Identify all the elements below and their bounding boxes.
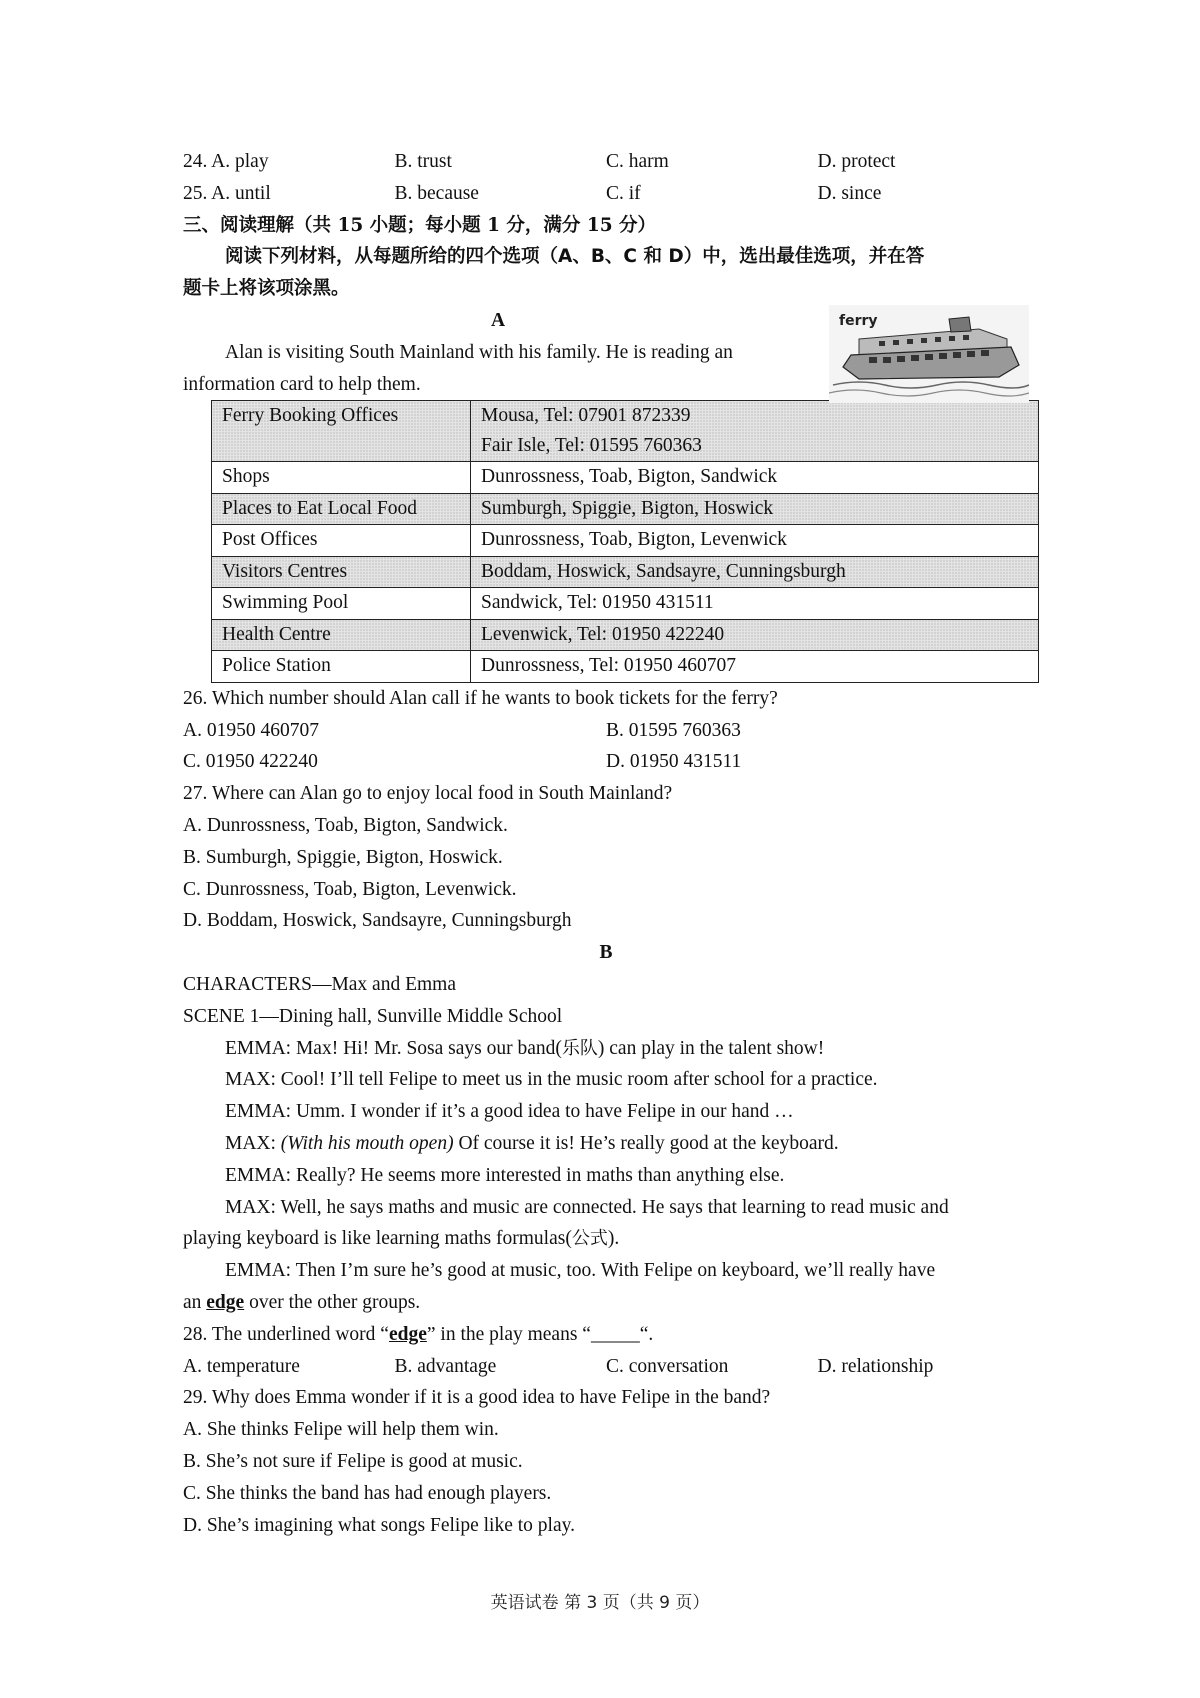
table-row xyxy=(212,493,1039,525)
q24-option-b: B. trust xyxy=(394,151,452,172)
table-row xyxy=(212,619,1039,651)
dialogue-line-4 xyxy=(183,1128,1029,1160)
passage-a xyxy=(183,305,1029,400)
dialogue-text: ) can play in the talent show! xyxy=(597,1037,825,1059)
q26-options-row-2 xyxy=(183,746,1029,778)
question-25 xyxy=(183,178,1029,210)
table-row xyxy=(212,556,1039,588)
table-cell-value: Sumburgh, Spiggie, Bigton, Hoswick xyxy=(471,493,1039,525)
dialogue-line-5: EMMA: Really? He seems more interested in maths than anything else. xyxy=(225,1164,785,1186)
ferry-image-label: ferry xyxy=(839,312,878,329)
q25-option-d: D. since xyxy=(817,182,882,204)
q28-underlined-word: edge xyxy=(388,1323,427,1345)
dialogue-line-6b xyxy=(183,1223,1029,1255)
dialogue-text: Of course it is! He’s really good at the keyboard. xyxy=(453,1133,839,1155)
underlined-word-edge: edge xyxy=(206,1292,245,1314)
q28-option-b: B. advantage xyxy=(394,1355,497,1377)
table-cell-value: Boddam, Hoswick, Sandsayre, Cunningsburgh xyxy=(471,556,1039,588)
table-row xyxy=(212,462,1039,494)
exam-page xyxy=(183,146,1029,1541)
dialogue-gloss: 公式 xyxy=(571,1228,608,1250)
table-cell-key: Visitors Centres xyxy=(212,556,471,588)
table-cell-value: Dunrossness, Toab, Bigton, Levenwick xyxy=(471,525,1039,557)
dialogue-line-6a: MAX: Well, he says maths and music are connected. He says that learning to read music and xyxy=(225,1196,949,1218)
q27-stem: 27. Where can Alan go to enjoy local food in South Mainland? xyxy=(183,783,673,805)
passage-a-intro-2: information card to help them. xyxy=(183,373,421,395)
q28-option-a: A. temperature xyxy=(183,1355,300,1377)
q27-option-d: D. Boddam, Hoswick, Sandsayre, Cunningsburgh xyxy=(183,910,572,932)
dialogue-gloss: 乐队 xyxy=(561,1037,598,1059)
q26-stem: 26. Which number should Alan call if he wants to book tickets for the ferry? xyxy=(183,687,778,709)
dialogue-text: MAX: xyxy=(225,1133,281,1155)
q27-option-b: B. Sumburgh, Spiggie, Bigton, Hoswick. xyxy=(183,846,503,868)
table-cell-value: Dunrossness, Toab, Bigton, Sandwick xyxy=(471,462,1039,494)
q24-option-c: C. harm xyxy=(606,151,669,172)
q28-option-c: C. conversation xyxy=(606,1355,729,1377)
dialogue-text: playing keyboard is like learning maths formulas( xyxy=(183,1228,572,1250)
passage-b-characters: CHARACTERS—Max and Emma xyxy=(183,974,456,996)
q24-option-d: D. protect xyxy=(817,151,896,172)
q25-option-a: 25. A. until xyxy=(183,182,271,204)
table-cell-key: Places to Eat Local Food xyxy=(212,493,471,525)
information-card-table xyxy=(211,400,1039,683)
q25-option-b: B. because xyxy=(394,182,479,204)
passage-b-label: B xyxy=(599,942,613,964)
q29-option-b: B. She’s not sure if Felipe is good at music. xyxy=(183,1451,523,1472)
q26-option-a: A. 01950 460707 xyxy=(183,719,319,741)
q26-options-row-1 xyxy=(183,715,1029,747)
q29-stem: 29. Why does Emma wonder if it is a good idea to have Felipe in the band? xyxy=(183,1387,771,1409)
table-cell-value: Dunrossness, Tel: 01950 460707 xyxy=(471,651,1039,683)
page-footer: 英语试卷 第 3 页（共 9 页） xyxy=(490,1593,710,1613)
table-row xyxy=(212,588,1039,620)
dialogue-line-2: MAX: Cool! I’ll tell Felipe to meet us in the music room after school for a practice. xyxy=(225,1069,878,1091)
dialogue-line-3: EMMA: Umm. I wonder if it’s a good idea to have Felipe in our hand … xyxy=(225,1101,794,1123)
section-3-heading: 三、阅读理解（共 15 小题；每小题 1 分，满分 15 分） xyxy=(183,214,657,236)
passage-a-label: A xyxy=(490,309,506,331)
passage-b-scene: SCENE 1—Dining hall, Sunville Middle School xyxy=(183,1005,563,1027)
passage-a-intro-1: Alan is visiting South Mainland with his family. He is reading an xyxy=(225,341,733,363)
q29-option-d: D. She’s imagining what songs Felipe like to play. xyxy=(183,1514,575,1536)
table-cell-value: Levenwick, Tel: 01950 422240 xyxy=(471,619,1039,651)
table-row xyxy=(212,651,1039,683)
table-cell-key: Health Centre xyxy=(212,619,471,651)
stage-direction: (With his mouth open) xyxy=(280,1133,454,1155)
table-cell-key: Post Offices xyxy=(212,525,471,557)
q26-option-c: C. 01950 422240 xyxy=(183,751,318,773)
table-cell-key: Ferry Booking Offices xyxy=(212,401,471,462)
q24-option-a: 24. A. play xyxy=(183,151,269,172)
q28-option-d: D. relationship xyxy=(817,1355,934,1377)
dialogue-text: ). xyxy=(607,1228,620,1250)
table-row xyxy=(212,401,1039,462)
dialogue-line-1 xyxy=(183,1033,1029,1065)
dialogue-text: an xyxy=(183,1292,207,1314)
q28-stem xyxy=(183,1319,1029,1351)
q27-option-c: C. Dunrossness, Toab, Bigton, Levenwick. xyxy=(183,878,517,900)
section-3-instruction-1: 阅读下列材料，从每题所给的四个选项（A、B、C 和 D）中，选出最佳选项，并在答 xyxy=(225,246,925,268)
section-3-instruction-2: 题卡上将该项涂黑。 xyxy=(183,278,350,300)
table-row xyxy=(212,525,1039,557)
table-cell-value xyxy=(471,401,1039,462)
q29-option-c: C. She thinks the band has had enough players. xyxy=(183,1482,552,1504)
table-cell-key: Police Station xyxy=(212,651,471,683)
dialogue-text: over the other groups. xyxy=(244,1292,421,1314)
table-cell-value-line: Fair Isle, Tel: 01595 760363 xyxy=(481,435,702,457)
dialogue-line-7a: EMMA: Then I’m sure he’s good at music, too. With Felipe on keyboard, we’ll really have xyxy=(225,1260,936,1282)
dialogue-text: EMMA: Max! Hi! Mr. Sosa says our band( xyxy=(225,1037,562,1059)
ferry-image xyxy=(829,305,1029,403)
table-cell-key: Shops xyxy=(212,462,471,494)
table-cell-value: Sandwick, Tel: 01950 431511 xyxy=(471,588,1039,620)
dialogue-line-7b xyxy=(183,1287,1029,1319)
q28-stem-text: ” in the play means “_____“. xyxy=(426,1323,654,1345)
table-cell-value-line: Mousa, Tel: 07901 872339 xyxy=(481,405,691,427)
q26-option-b: B. 01595 760363 xyxy=(606,719,741,741)
q27-option-a: A. Dunrossness, Toab, Bigton, Sandwick. xyxy=(183,815,508,837)
question-24 xyxy=(183,146,1029,178)
q25-option-c: C. if xyxy=(606,182,641,204)
q28-stem-text: 28. The underlined word “ xyxy=(183,1323,389,1345)
table-cell-key: Swimming Pool xyxy=(212,588,471,620)
q29-option-a: A. She thinks Felipe will help them win. xyxy=(183,1419,499,1441)
q28-options xyxy=(183,1351,1029,1383)
q26-option-d: D. 01950 431511 xyxy=(606,751,742,773)
